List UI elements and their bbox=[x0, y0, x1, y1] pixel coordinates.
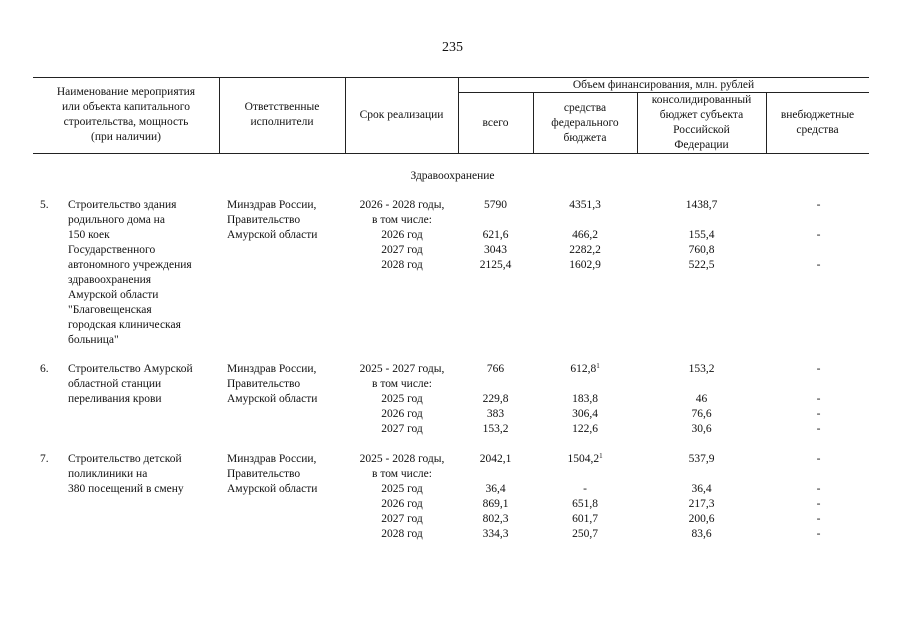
header-federal-line: средства bbox=[563, 102, 607, 114]
value-total: 869,1 bbox=[482, 498, 509, 510]
header-exec-line: исполнители bbox=[250, 116, 314, 128]
item-number: 5. bbox=[40, 199, 49, 211]
header-executors-column bbox=[219, 100, 345, 130]
item-executor-line: Амурской области bbox=[227, 393, 318, 405]
item-period: в том числе: bbox=[372, 468, 432, 480]
item-name-line: "Благовещенская bbox=[68, 304, 152, 316]
header-name-column bbox=[33, 85, 219, 145]
value-extra: - bbox=[816, 423, 821, 435]
item-period: 2025 - 2027 годы, bbox=[359, 363, 445, 375]
item-name-line: 150 коек bbox=[68, 229, 110, 241]
item-name-line: родильного дома на bbox=[68, 214, 165, 226]
value-total: 334,3 bbox=[482, 528, 509, 540]
item-executor-line: Амурской области bbox=[227, 229, 318, 241]
value-federal-number: 466,2 bbox=[572, 229, 598, 241]
item-period: 2028 год bbox=[381, 259, 423, 271]
header-name-line: Наименование мероприятия bbox=[56, 86, 196, 98]
value-federal bbox=[533, 198, 637, 213]
header-bottom-border bbox=[33, 153, 869, 154]
value-federal bbox=[533, 527, 637, 542]
item-executor-line: Минздрав России, bbox=[227, 363, 317, 375]
header-consolidated-line: Федерации bbox=[674, 139, 729, 151]
value-federal bbox=[533, 497, 637, 512]
value-federal-number: 651,8 bbox=[572, 498, 598, 510]
value-federal-number: 612,8 bbox=[570, 363, 597, 375]
header-exec-line: Ответственные bbox=[244, 101, 320, 113]
value-federal-number: 1504,2 bbox=[567, 453, 600, 465]
item-period: 2026 год bbox=[381, 408, 423, 420]
value-federal bbox=[533, 422, 637, 437]
value-total: 2125,4 bbox=[479, 259, 512, 271]
item-period: 2027 год bbox=[381, 244, 423, 256]
section-title: Здравоохранение bbox=[410, 170, 495, 182]
value-consolidated: 522,5 bbox=[688, 259, 715, 271]
item-name-line: здравоохранения bbox=[68, 274, 152, 286]
value-federal bbox=[533, 362, 637, 377]
value-consolidated: 1438,7 bbox=[685, 199, 718, 211]
value-total: 802,3 bbox=[482, 513, 509, 525]
item-period: 2026 год bbox=[381, 498, 423, 510]
item-executor-line: Правительство bbox=[227, 468, 301, 480]
value-extra: - bbox=[816, 259, 821, 271]
value-federal bbox=[533, 407, 637, 422]
value-federal-number: 4351,3 bbox=[569, 199, 601, 211]
header-federal-column bbox=[533, 101, 637, 146]
item-executor-line: Амурской области bbox=[227, 483, 318, 495]
value-federal-number: 183,8 bbox=[572, 393, 598, 405]
value-extra: - bbox=[816, 513, 821, 525]
header-consolidated-column bbox=[637, 93, 766, 153]
item-name-line: городская клиническая bbox=[68, 319, 181, 331]
value-extra: - bbox=[816, 393, 821, 405]
footnote-marker: 1 bbox=[596, 362, 600, 370]
header-name-line: строительства, мощность bbox=[63, 116, 189, 128]
page-number: 235 bbox=[442, 40, 463, 55]
value-consolidated: 36,4 bbox=[691, 483, 712, 495]
header-consolidated-line: Российской bbox=[673, 124, 730, 136]
header-extra-line: средства bbox=[796, 124, 839, 136]
item-period: 2027 год bbox=[381, 513, 423, 525]
value-total: 766 bbox=[486, 363, 505, 375]
value-total: 2042,1 bbox=[479, 453, 512, 465]
value-federal bbox=[533, 258, 637, 273]
value-federal bbox=[533, 392, 637, 407]
value-consolidated: 76,6 bbox=[691, 408, 712, 420]
item-name-line: поликлиники на bbox=[68, 468, 148, 480]
value-federal-number: 1602,9 bbox=[569, 259, 601, 271]
header-total-column: всего bbox=[482, 117, 509, 129]
value-extra: - bbox=[816, 498, 821, 510]
header-name-line: (при наличии) bbox=[91, 131, 161, 143]
header-period-column: Срок реализации bbox=[359, 109, 444, 121]
value-federal bbox=[533, 243, 637, 258]
value-federal-number: - bbox=[583, 483, 587, 495]
value-consolidated: 760,8 bbox=[688, 244, 715, 256]
item-name-line: переливания крови bbox=[68, 393, 162, 405]
value-federal-number: 601,7 bbox=[572, 513, 598, 525]
item-name-line: 380 посещений в смену bbox=[68, 483, 184, 495]
value-consolidated: 83,6 bbox=[691, 528, 712, 540]
header-name-line: или объекта капитального bbox=[62, 101, 190, 113]
value-federal bbox=[533, 452, 637, 467]
value-total: 153,2 bbox=[482, 423, 509, 435]
value-total: 3043 bbox=[484, 244, 507, 256]
item-period: в том числе: bbox=[372, 378, 432, 390]
item-name-line: автономного учреждения bbox=[68, 259, 192, 271]
value-consolidated: 155,4 bbox=[688, 229, 715, 241]
value-extra: - bbox=[816, 363, 821, 375]
value-federal-number: 2282,2 bbox=[569, 244, 601, 256]
value-federal-number: 250,7 bbox=[572, 528, 598, 540]
value-extra: - bbox=[816, 483, 821, 495]
value-extra: - bbox=[816, 528, 821, 540]
value-total: 383 bbox=[486, 408, 505, 420]
value-federal bbox=[533, 482, 637, 497]
item-period: 2025 год bbox=[381, 483, 423, 495]
value-federal-number: 122,6 bbox=[572, 423, 598, 435]
value-total: 229,8 bbox=[482, 393, 509, 405]
item-executor-line: Минздрав России, bbox=[227, 199, 317, 211]
header-extra-line: внебюджетные bbox=[780, 109, 855, 121]
value-consolidated: 46 bbox=[695, 393, 708, 405]
value-extra: - bbox=[816, 199, 821, 211]
value-total: 36,4 bbox=[485, 483, 506, 495]
value-federal bbox=[533, 228, 637, 243]
value-consolidated: 153,2 bbox=[688, 363, 715, 375]
value-consolidated: 217,3 bbox=[688, 498, 715, 510]
item-name-line: Строительство детской bbox=[68, 453, 182, 465]
header-federal-line: федерального bbox=[551, 117, 619, 129]
item-name-line: областной станции bbox=[68, 378, 162, 390]
value-total: 621,6 bbox=[482, 229, 509, 241]
value-extra: - bbox=[816, 408, 821, 420]
item-number: 6. bbox=[40, 363, 49, 375]
item-name-line: Государственного bbox=[68, 244, 156, 256]
header-extra-column bbox=[766, 108, 869, 138]
value-consolidated: 30,6 bbox=[691, 423, 712, 435]
item-executor-line: Правительство bbox=[227, 214, 301, 226]
item-period: 2027 год bbox=[381, 423, 423, 435]
item-period: 2025 год bbox=[381, 393, 423, 405]
item-executor-line: Минздрав России, bbox=[227, 453, 317, 465]
footnote-marker: 1 bbox=[599, 452, 603, 460]
value-extra: - bbox=[816, 229, 821, 241]
item-name-line: Строительство Амурской bbox=[68, 363, 193, 375]
item-number: 7. bbox=[40, 453, 49, 465]
header-funding-title: Объем финансирования, млн. рублей bbox=[572, 79, 755, 91]
item-period: 2028 год bbox=[381, 528, 423, 540]
item-period: 2025 - 2028 годы, bbox=[359, 453, 445, 465]
item-executor-line: Правительство bbox=[227, 378, 301, 390]
item-period: 2026 - 2028 годы, bbox=[359, 199, 445, 211]
item-period: 2026 год bbox=[381, 229, 423, 241]
value-total: 5790 bbox=[484, 199, 507, 211]
header-consolidated-line: бюджет субъекта bbox=[659, 109, 744, 121]
header-consolidated-line: консолидированный bbox=[651, 94, 752, 106]
header-federal-line: бюджета bbox=[563, 132, 607, 144]
item-name-line: Строительство здания bbox=[68, 199, 177, 211]
value-consolidated: 537,9 bbox=[688, 453, 715, 465]
value-consolidated: 200,6 bbox=[688, 513, 715, 525]
value-extra: - bbox=[816, 453, 821, 465]
value-federal-number: 306,4 bbox=[572, 408, 598, 420]
value-federal bbox=[533, 512, 637, 527]
item-name-line: больница" bbox=[68, 334, 119, 346]
item-name-line: Амурской области bbox=[68, 289, 159, 301]
item-period: в том числе: bbox=[372, 214, 432, 226]
